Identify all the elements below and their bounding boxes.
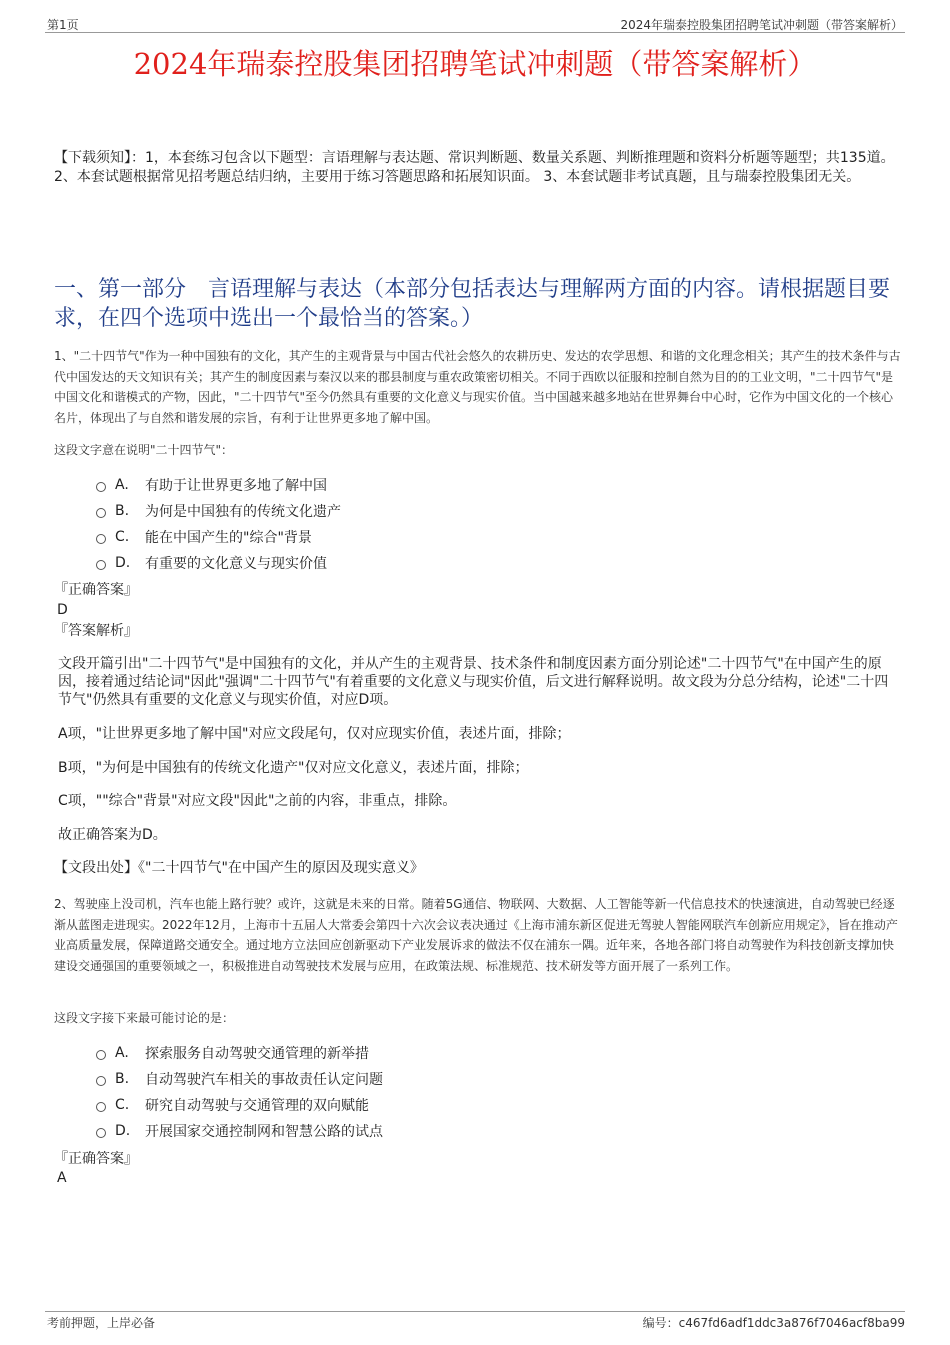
option-text: 探索服务自动驾驶交通管理的新举措 bbox=[145, 1046, 369, 1062]
q1-option-d[interactable] bbox=[96, 553, 327, 573]
section-heading: 一、第一部分 言语理解与表达（本部分包括表达与理解两方面的内容。请根据题目要求，在四个选项中选出一个最恰当的答案。） bbox=[54, 277, 891, 331]
q1-answer: D bbox=[57, 602, 68, 618]
q1-option-c[interactable] bbox=[96, 527, 312, 547]
option-letter: B. bbox=[115, 1071, 130, 1087]
q2-option-d[interactable] bbox=[96, 1121, 383, 1141]
option-text: 能在中国产生的"综合"背景 bbox=[145, 530, 312, 546]
radio-icon[interactable] bbox=[96, 534, 106, 544]
radio-icon[interactable] bbox=[96, 560, 106, 570]
page-title: 2024年瑞泰控股集团招聘笔试冲刺题（带答案解析） bbox=[133, 47, 817, 81]
q1-source: 【文段出处】《"二十四节气"在中国产生的原因及现实意义》 bbox=[54, 860, 424, 876]
q1-analysis-label: 『答案解析』 bbox=[54, 623, 138, 639]
radio-icon[interactable] bbox=[96, 1102, 106, 1112]
q2-option-c[interactable] bbox=[96, 1095, 369, 1115]
option-letter: C. bbox=[115, 529, 130, 545]
radio-icon[interactable] bbox=[96, 508, 106, 518]
option-letter: A. bbox=[115, 1045, 129, 1061]
radio-icon[interactable] bbox=[96, 482, 106, 492]
radio-icon[interactable] bbox=[96, 1128, 106, 1138]
option-text: 开展国家交通控制网和智慧公路的试点 bbox=[145, 1124, 383, 1140]
q1-conclusion: 故正确答案为D。 bbox=[58, 827, 167, 843]
q2-text: 2、驾驶座上没司机，汽车也能上路行驶？或许，这就是未来的日常。随着5G通信、物联网、大数据、人工智能等新一代信息技术的快速演进，自动驾驶已经逐渐从蓝图走进现实。2022年12月，上海市十五届人大常委会第四十六次会议表决通过《上海市浦东新区促进无驾驶人智能网联汽车创新应用规定》，旨在推动产业高质量发展，保障道路交通安全。通过地方立法回应创新驱动下产业发展诉求的做法不仅在浦东一隅。近年来，各地各部门将自动驾驶作为科技创新支撑加快建设交通强国的重要领域之一，积极推进自动驾驶技术发展与应用，在政策法规、标准规范、技术研发等方面开展了一系列工作。 bbox=[54, 897, 898, 973]
radio-icon[interactable] bbox=[96, 1050, 106, 1060]
q1-note-a: A项，"让世界更多地了解中国"对应文段尾句，仅对应现实价值，表述片面，排除； bbox=[58, 726, 571, 742]
option-text: 研究自动驾驶与交通管理的双向赋能 bbox=[145, 1098, 369, 1114]
download-notice: 【下载须知】：1，本套练习包含以下题型：言语理解与表达题、常识判断题、数量关系题、判断推理题和资料分析题等题型；共135道。 2、本套试题根据常见招考题总结归纳，主要用于练习答题思路和拓展知识面。 3、本套试题非考试真题，且与瑞泰控股集团无关。 bbox=[54, 150, 895, 185]
q2-prompt: 这段文字接下来最可能讨论的是： bbox=[54, 1011, 235, 1025]
q1-note-c: C项，""综合"背景"对应文段"因此"之前的内容，非重点，排除。 bbox=[58, 793, 457, 809]
q1-note-b: B项，"为何是中国独有的传统文化遗产"仅对应文化意义，表述片面，排除； bbox=[58, 760, 529, 776]
option-letter: A. bbox=[115, 477, 129, 493]
footer-doc-id: 编号：c467fd6adf1ddc3a876f7046acf8ba99 bbox=[642, 1316, 905, 1330]
q1-option-b[interactable] bbox=[96, 501, 341, 521]
header-title: 2024年瑞泰控股集团招聘笔试冲刺题（带答案解析） bbox=[620, 18, 903, 32]
radio-icon[interactable] bbox=[96, 1076, 106, 1086]
option-text: 有助于让世界更多地了解中国 bbox=[145, 478, 327, 494]
q1-option-a[interactable] bbox=[96, 475, 327, 495]
option-text: 自动驾驶汽车相关的事故责任认定问题 bbox=[145, 1072, 383, 1088]
q2-answer-label: 『正确答案』 bbox=[54, 1151, 138, 1167]
option-text: 为何是中国独有的传统文化遗产 bbox=[145, 504, 341, 520]
option-letter: D. bbox=[115, 1123, 131, 1139]
q1-prompt: 这段文字意在说明"二十四节气"： bbox=[54, 443, 234, 457]
option-text: 有重要的文化意义与现实价值 bbox=[145, 556, 327, 572]
q2-option-b[interactable] bbox=[96, 1069, 383, 1089]
option-letter: C. bbox=[115, 1097, 130, 1113]
option-letter: B. bbox=[115, 503, 130, 519]
q1-answer-label: 『正确答案』 bbox=[54, 582, 138, 598]
header-divider bbox=[45, 32, 905, 33]
option-letter: D. bbox=[115, 555, 131, 571]
footer-divider bbox=[45, 1311, 905, 1312]
footer-slogan: 考前押题，上岸必备 bbox=[47, 1316, 156, 1330]
q2-answer: A bbox=[57, 1170, 67, 1186]
q1-text: 1、"二十四节气"作为一种中国独有的文化，其产生的主观背景与中国古代社会悠久的农耕历史、发达的农学思想、和谐的文化理念相关；其产生的技术条件与古代中国发达的天文知识有关；其产生的制度因素与秦汉以来的郡县制度与重农政策密切相关。不同于西欧以征服和控制自然为目的的工业文明，"二十四节气"是中国文化和谐模式的产物，因此，"二十四节气"至今仍然具有重要的文化意义与现实价值。当中国越来越多地站在世界舞台中心时，它作为中国文化的一个核心名片，体现出了与自然和谐发展的宗旨，有利于让世界更多地了解中国。 bbox=[54, 349, 901, 425]
q2-option-a[interactable] bbox=[96, 1043, 369, 1063]
page-number: 第1页 bbox=[47, 18, 79, 32]
q1-analysis: 文段开篇引出"二十四节气"是中国独有的文化，并从产生的主观背景、技术条件和制度因素方面分别论述"二十四节气"在中国产生的原因，接着通过结论词"因此"强调"二十四节气"有着重要的文化意义与现实价值，后文进行解释说明。故文段为分总分结构，论述"二十四节气"仍然具有重要的文化意义与现实价值，对应D项。 bbox=[58, 656, 889, 708]
